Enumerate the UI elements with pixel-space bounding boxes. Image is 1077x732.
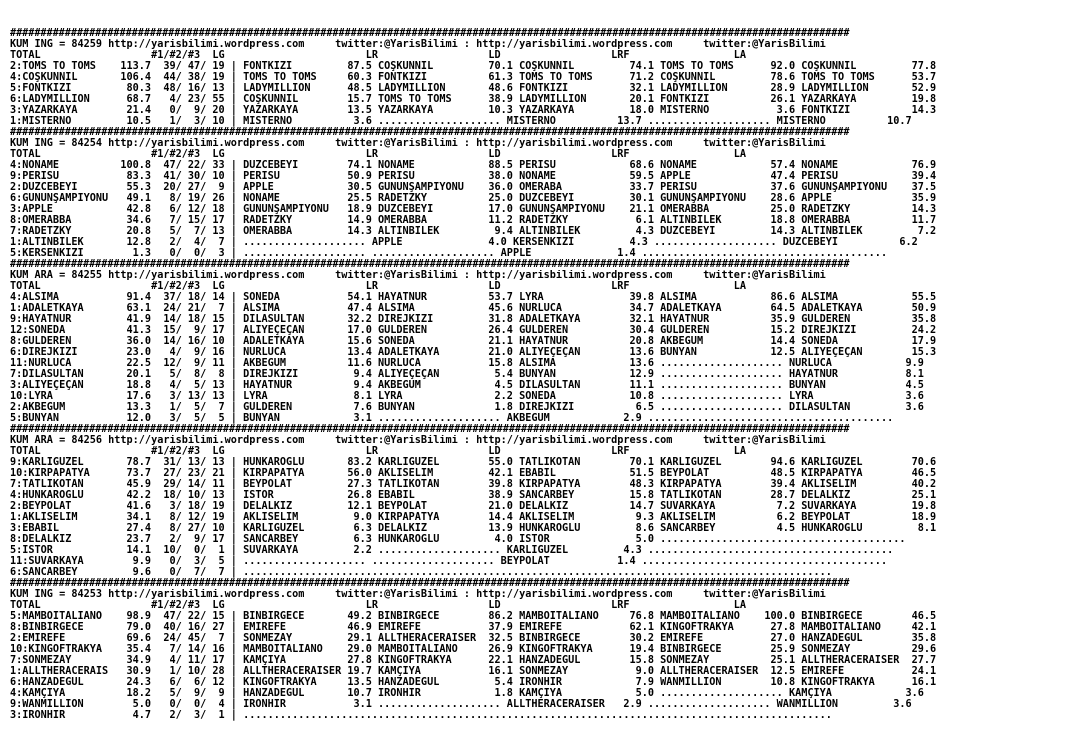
horse-row: 7:RADETZKY 20.8 5/ 7/ 13 | ÖMERABBA 14.3 ALTINBİLEK 9.4 ALTINBİLEK 4.3 DÜZCEBEYİ 14.3 ALTINBİLEK 7.2 bbox=[10, 226, 937, 237]
horse-row: 11:SUVARKAYA 9.9 0/ 3/ 5 | .................... .................... BEYPOLAT 1.4 ........................................ bbox=[10, 556, 888, 567]
horse-row: 2:EMİREFE 69.6 24/ 45/ 7 | SÖNMEZAY 29.1 ALLTHERACERAISER 32.5 BİNBİRGECE 30.2 EMİREFE 27.0 HANZADEGÜL 35.8 bbox=[10, 633, 937, 644]
horse-row: 4:COŞKUNNİL 106.4 44/ 38/ 19 | TOMS TO TOMS 60.3 FONTKIZI 61.3 TOMS TO TOMS 71.2 COŞKUNNİL 78.6 TOMS TO TOMS 53.7 bbox=[10, 72, 937, 83]
column-headers: TOTAL #1/#2/#3 LG LR LD LRF LA bbox=[10, 149, 747, 160]
race-block bbox=[10, 127, 1077, 259]
horse-row: 2:TOMS TO TOMS 113.7 39/ 47/ 19 | FONTKIZI 87.5 COŞKUNNİL 70.1 COŞKUNNİL 74.1 TOMS TO TOMS 92.0 COŞKUNNİL 77.8 bbox=[10, 61, 937, 72]
horse-row: 1:ADALETKAYA 63.1 24/ 21/ 7 | ALSİMA 47.4 ALSİMA 45.6 NURLUCA 34.7 ADALETKAYA 64.5 ADALETKAYA 50.9 bbox=[10, 303, 937, 314]
horse-row: 9:HAYATNUR 41.9 14/ 18/ 15 | DİLASULTAN 32.2 DİREJKIZI 31.8 ADALETKAYA 32.1 HAYATNUR 35.9 GÜLDEREN 35.8 bbox=[10, 314, 937, 325]
horse-row: 8:DELALKIZ 23.7 2/ 9/ 17 | SANCARBEY 6.3 HÜNKAROĞLU 4.0 İSTOR 5.0 ........................................ bbox=[10, 534, 906, 545]
horse-row: 4:ALSİMA 91.4 37/ 18/ 14 | SONEDA 54.1 HAYATNUR 53.7 LYRA 39.8 ALSİMA 86.6 ALSİMA 55.5 bbox=[10, 292, 937, 303]
horse-row: 6:GÜNÜNŞAMPİYONU 49.1 8/ 19/ 26 | NONAME 25.5 RADETZKY 25.0 DÜZCEBEYİ 30.1 GÜNÜNŞAMPİYONU 28.6 APPLE 35.9 bbox=[10, 193, 937, 204]
separator-line: ########################################################################################################################################## bbox=[10, 127, 850, 138]
column-headers: TOTAL #1/#2/#3 LG LR LD LRF LA bbox=[10, 50, 747, 61]
horse-row: 4:KAMÇIYA 18.2 5/ 9/ 9 | HANZADEGÜL 10.7 IRONHIR 1.8 KAMÇIYA 5.0 .................... KAMÇIYA 3.6 bbox=[10, 688, 924, 699]
horse-row: 10:KIRPAPATYA 73.7 27/ 23/ 21 | KIRPAPATYA 56.0 AKLISELİM 42.1 EBABİL 51.5 BEYPOLAT 48.5 KIRPAPATYA 46.5 bbox=[10, 468, 937, 479]
horse-row: 10:LYRA 17.6 3/ 13/ 13 | LYRA 8.1 LYRA 2.2 SONEDA 10.8 .................... LYRA 3.6 bbox=[10, 391, 924, 402]
column-headers: TOTAL #1/#2/#3 LG LR LD LRF LA bbox=[10, 600, 747, 611]
horse-row: 2:BEYPOLAT 41.6 3/ 18/ 19 | DELALKIZ 12.1 BEYPOLAT 21.0 DELALKIZ 14.7 SUVARKAYA 7.2 SUVARKAYA 19.8 bbox=[10, 501, 937, 512]
horse-row: 9:KARLIGÜZEL 78.7 31/ 13/ 13 | HÜNKAROĞLU 83.2 KARLIGÜZEL 55.0 TATLIKOTAN 70.1 KARLIGÜZEL 94.6 KARLIGÜZEL 70.6 bbox=[10, 457, 937, 468]
horse-row: 1:AKLISELİM 34.1 8/ 12/ 19 | AKLISELİM 9.0 KIRPAPATYA 14.4 AKLISELİM 9.3 AKLISELİM 6.2 BEYPOLAT 18.9 bbox=[10, 512, 937, 523]
race-block bbox=[10, 28, 1077, 127]
horse-row: 3:APPLE 42.8 6/ 12/ 18 | GÜNÜNŞAMPİYONU 18.9 DÜZCEBEYİ 17.0 GÜNÜNŞAMPİYONU 21.1 ÖMERABBA 25.0 RADETZKY 14.3 bbox=[10, 204, 937, 215]
horse-row: 5:MAMBOITALIANO 98.9 47/ 22/ 15 | BİNBİRGECE 49.2 BİNBİRGECE 86.2 MAMBOITALIANO 76.8 MAMBOITALIANO 100.0 BİNBİRGECE 46.5 bbox=[10, 611, 937, 622]
horse-row: 7:SÖNMEZAY 34.9 4/ 11/ 17 | KAMÇIYA 27.8 KINGOFTRAKYA 22.1 HANZADEGÜL 15.8 SÖNMEZAY 25.1 ALLTHERACERAISER 27.7 bbox=[10, 655, 937, 666]
race-block bbox=[10, 424, 1077, 578]
separator-line: ########################################################################################################################################## bbox=[10, 424, 850, 435]
horse-row: 5:İSTOR 14.1 10/ 0/ 1 | SUVARKAYA 2.2 .................... KARLIGÜZEL 4.3 ........................................ bbox=[10, 545, 894, 556]
horse-row: 1:ALTINBİLEK 12.8 2/ 4/ 7 | .................... APPLE 4.0 KERSENKIZI 4.3 .................... DÜZCEBEYİ 6.2 bbox=[10, 237, 918, 248]
race-header: KUM ARA = 84255 http://yarisbilimi.wordpress.com twitter:@YarisBilimi : http://yarisbilimi.wordpress.com twitter:@YarisBilimi bbox=[10, 270, 826, 281]
horse-row: 5:BÜNYAN 12.0 3/ 5/ 5 | BÜNYAN 3.1 .................... AKBEGÜM 2.9 ........................................ bbox=[10, 413, 894, 424]
horse-row: 6:LADYMILLION 68.7 4/ 23/ 55 | COŞKUNNİL 15.7 TOMS TO TOMS 38.9 LADYMILLION 20.1 FONTKIZI 26.1 YAZARKAYA 19.8 bbox=[10, 94, 937, 105]
horse-row: 3:EBABİL 27.4 8/ 27/ 10 | KARLIGÜZEL 6.3 DELALKIZ 13.9 HÜNKAROĞLU 8.6 SANCARBEY 4.5 HÜNKAROĞLU 8.1 bbox=[10, 523, 937, 534]
column-headers: TOTAL #1/#2/#3 LG LR LD LRF LA bbox=[10, 281, 747, 292]
race-blocks bbox=[10, 28, 1077, 721]
horse-row: 7:TATLIKOTAN 45.9 29/ 14/ 11 | BEYPOLAT 27.3 TATLIKOTAN 39.8 KIRPAPATYA 48.3 KIRPAPATYA 39.4 AKLISELİM 40.2 bbox=[10, 479, 937, 490]
separator-line: ########################################################################################################################################## bbox=[10, 259, 850, 270]
separator-line: ########################################################################################################################################## bbox=[10, 578, 850, 589]
race-header: KUM ARA = 84256 http://yarisbilimi.wordpress.com twitter:@YarisBilimi : http://yarisbilimi.wordpress.com twitter:@YarisBilimi bbox=[10, 435, 826, 446]
horse-row: 2:DÜZCEBEYİ 55.3 20/ 27/ 9 | APPLE 30.5 GÜNÜNŞAMPİYONU 36.0 ÖMERABA 33.7 PERİSU 37.6 GÜNÜNŞAMPİYONU 37.5 bbox=[10, 182, 937, 193]
horse-row: 6:SANCARBEY 9.6 0/ 7/ 7 | ................................................................................................ bbox=[10, 567, 832, 578]
race-block bbox=[10, 259, 1077, 424]
horse-row: 1:ALLTHERACERAIS 30.9 1/ 10/ 28 | ALLTHERACERAISER 19.7 KAMÇIYA 16.1 SÖNMEZAY 9.0 ALLTHERACERAISER 12.5 EMİREFE 24.1 bbox=[10, 666, 937, 677]
horse-row: 7:DİLASULTAN 20.1 5/ 8/ 8 | DİREJKIZI 9.4 ALİYEÇEÇAN 5.4 BÜNYAN 12.9 .................... HAYATNUR 8.1 bbox=[10, 369, 924, 380]
horse-row: 11:NURLUCA 22.5 12/ 9/ 11 | AKBEGÜM 11.6 NURLUCA 15.8 ALSİMA 13.6 .................... NURLUCA 9.9 bbox=[10, 358, 924, 369]
horse-row: 4:NONAME 100.8 47/ 22/ 33 | DÜZCEBEYİ 74.1 NONAME 88.5 PERİSU 68.6 NONAME 57.4 NONAME 76.9 bbox=[10, 160, 937, 171]
horse-row: 4:HÜNKAROĞLU 42.2 18/ 10/ 13 | İSTOR 26.8 EBABİL 38.9 SANCARBEY 15.8 TATLIKOTAN 28.7 DELALKIZ 25.1 bbox=[10, 490, 937, 501]
horse-row: 1:MISTERNO 10.5 1/ 3/ 10 | MISTERNO 3.6 .................... MISTERNO 13.7 .................... MISTERNO 10.7 bbox=[10, 116, 912, 127]
horse-row: 9:WANMILLION 5.0 0/ 0/ 4 | IRONHIR 3.1 .................... ALLTHERACERAISER 2.9 .................... WANMILLION 3.6 bbox=[10, 699, 912, 710]
race-header: KUM ING = 84254 http://yarisbilimi.wordpress.com twitter:@YarisBilimi : http://yarisbilimi.wordpress.com twitter:@YarisBilimi bbox=[10, 138, 826, 149]
race-header: KUM ING = 84259 http://yarisbilimi.wordpress.com twitter:@YarisBilimi : http://yarisbilimi.wordpress.com twitter:@YarisBilimi bbox=[10, 39, 826, 50]
race-header: KUM ING = 84253 http://yarisbilimi.wordpress.com twitter:@YarisBilimi : http://yarisbilimi.wordpress.com twitter:@YarisBilimi bbox=[10, 589, 826, 600]
horse-row: 9:PERİSU 83.3 41/ 30/ 10 | PERİSU 50.9 PERİSU 38.0 NONAME 59.5 APPLE 47.4 PERİSU 39.4 bbox=[10, 171, 937, 182]
horse-row: 8:GÜLDEREN 36.0 14/ 16/ 10 | ADALETKAYA 15.6 SONEDA 21.1 HAYATNUR 20.8 AKBEGÜM 14.4 SONEDA 17.9 bbox=[10, 336, 937, 347]
horse-row: 8:BİNBİRGECE 79.0 40/ 16/ 27 | EMİREFE 46.9 EMİREFE 37.9 EMİREFE 62.1 KINGOFTRAKYA 27.8 MAMBOITALIANO 42.1 bbox=[10, 622, 937, 633]
horse-row: 10:KINGOFTRAKYA 35.4 7/ 14/ 16 | MAMBOITALIANO 29.0 MAMBOITALIANO 26.9 KINGOFTRAKYA 19.4 BİNBİRGECE 25.9 SÖNMEZAY 29.6 bbox=[10, 644, 937, 655]
horse-row: 3:ALİYEÇEÇAN 18.8 4/ 5/ 13 | HAYATNUR 9.4 AKBEGÜM 4.5 DİLASULTAN 11.1 .................... BÜNYAN 4.5 bbox=[10, 380, 924, 391]
horse-row: 5:FONTKIZI 80.3 48/ 16/ 13 | LADYMILLION 48.5 LADYMILLION 48.6 FONTKIZI 32.1 LADYMILLION 28.9 LADYMILLION 52.9 bbox=[10, 83, 937, 94]
horse-row: 2:AKBEGÜM 13.3 1/ 5/ 7 | GÜLDEREN 7.6 BÜNYAN 1.8 DİREJKIZI 6.5 .................... DİLASULTAN 3.6 bbox=[10, 402, 924, 413]
horse-row: 8:ÖMERABBA 34.6 7/ 15/ 17 | RADETZKY 14.9 ÖMERABBA 11.2 RADETZKY 6.1 ALTINBİLEK 18.8 ÖMERABBA 11.7 bbox=[10, 215, 937, 226]
column-headers: TOTAL #1/#2/#3 LG LR LD LRF LA bbox=[10, 446, 747, 457]
race-block bbox=[10, 578, 1077, 721]
horse-row: 6:HANZADEGÜL 24.3 6/ 6/ 12 | KINGOFTRAKYA 13.5 HANZADEGÜL 5.4 IRONHIR 7.9 WANMILLION 10.8 KINGOFTRAKYA 16.1 bbox=[10, 677, 937, 688]
separator-line: ########################################################################################################################################## bbox=[10, 28, 850, 39]
horse-row: 12:SONEDA 41.3 15/ 9/ 17 | ALİYEÇEÇAN 17.0 GÜLDEREN 26.4 GÜLDEREN 30.4 GÜLDEREN 15.2 DİREJKIZI 24.2 bbox=[10, 325, 937, 336]
horse-row: 3:YAZARKAYA 21.4 0/ 9/ 20 | YAZARKAYA 13.5 YAZARKAYA 10.3 YAZARKAYA 18.0 MISTERNO 3.6 FONTKIZI 14.3 bbox=[10, 105, 937, 116]
horse-row: 5:KERSENKIZI 1.3 0/ 0/ 3 | .................... .................... APPLE 1.4 ........................................ bbox=[10, 248, 888, 259]
horse-row: 3:IRONHIR 4.7 2/ 3/ 1 | ................................................................................................ bbox=[10, 710, 832, 721]
horse-row: 6:DİREJKIZI 23.0 4/ 9/ 16 | NURLUCA 13.4 ADALETKAYA 21.0 ALİYEÇEÇAN 13.6 BÜNYAN 12.5 ALİYEÇEÇAN 15.3 bbox=[10, 347, 937, 358]
